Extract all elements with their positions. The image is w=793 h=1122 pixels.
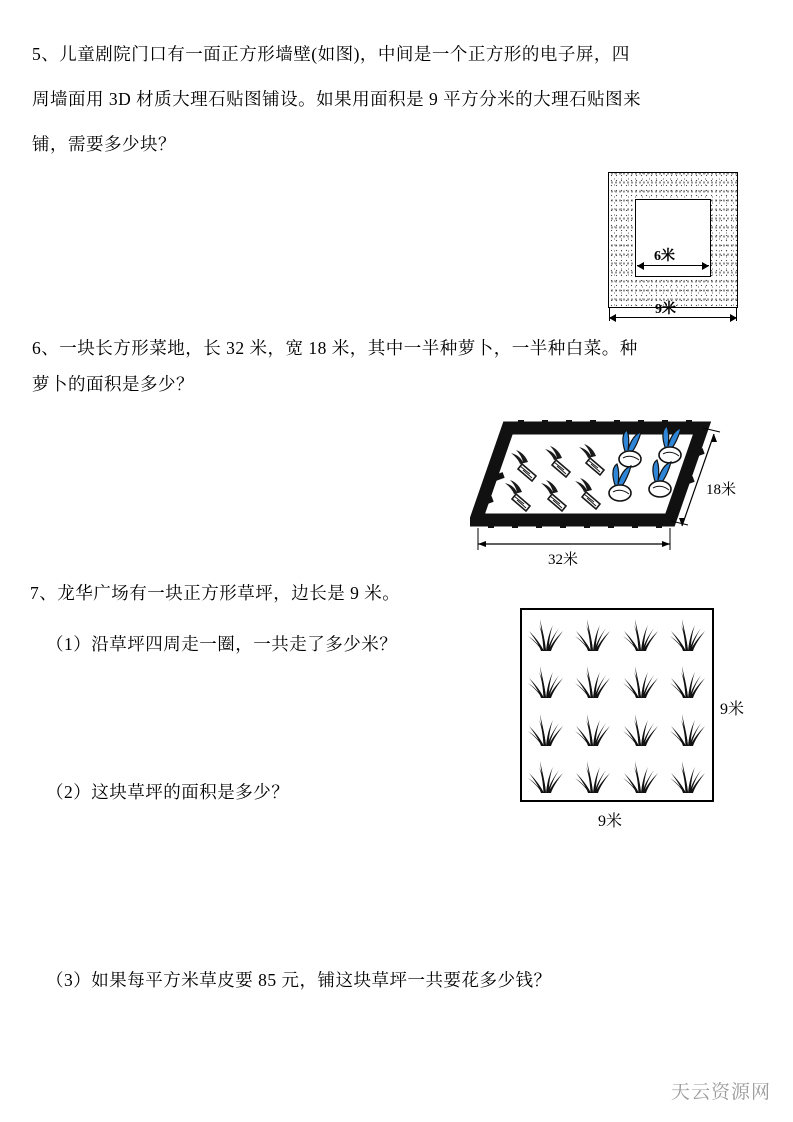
- lawn-right-side-label: 9米: [720, 701, 745, 718]
- grass-tuft-icon: [621, 759, 661, 793]
- grass-tuft-icon: [526, 664, 566, 698]
- vegetable-field-drawing: [470, 420, 740, 580]
- grass-tuft-icon: [621, 617, 661, 651]
- question-5-line-1: 5、儿童剧院门口有一面正方形墙壁(如图)，中间是一个正方形的电子屏，四: [32, 44, 630, 64]
- question-7-text: [30, 578, 530, 608]
- grass-tuft-icon: [668, 617, 708, 651]
- field-width-label: 32米: [548, 552, 579, 568]
- grass-tuft-icon: [668, 664, 708, 698]
- question-7-sub-2: （2）这块草坪的面积是多少？: [46, 782, 290, 802]
- grass-tuft-icon: [526, 759, 566, 793]
- grass-tuft-icon: [621, 664, 661, 698]
- grass-tuft-icon: [573, 712, 613, 746]
- grass-tuft-icon: [573, 617, 613, 651]
- watermark: 天云资源网: [670, 1082, 771, 1103]
- question-6-line-1: 6、一块长方形菜地，长 32 米，宽 18 米，其中一半种萝卜，一半种白菜。种: [32, 338, 638, 358]
- figure-square-wall: [608, 172, 742, 317]
- grass-tuft-icon: [668, 712, 708, 746]
- lawn-bottom-side-label: 9米: [598, 813, 623, 830]
- outer-dimension-label: 9米: [655, 302, 676, 317]
- lawn-grass-grid: [522, 610, 712, 800]
- grass-tuft-icon: [573, 664, 613, 698]
- field-height-label: 18米: [706, 482, 737, 498]
- grass-tuft-icon: [621, 712, 661, 746]
- question-7-line-1: 7、龙华广场有一块正方形草坪，边长是 9 米。: [30, 583, 401, 603]
- grass-tuft-icon: [526, 712, 566, 746]
- question-6-line-2: 萝卜的面积是多少？: [32, 374, 194, 394]
- inner-dimension-label: 6米: [654, 249, 675, 264]
- question-5-line-2: 周墙面用 3D 材质大理石贴图铺设。如果用面积是 9 平方分米的大理石贴图来: [32, 89, 642, 109]
- question-6-text: [32, 330, 752, 402]
- grass-tuft-icon: [526, 617, 566, 651]
- grass-tuft-icon: [668, 759, 708, 793]
- grass-tuft-icon: [573, 759, 613, 793]
- question-7-sub-3: （3）如果每平方米草皮要 85 元，铺这块草坪一共要花多少钱？: [46, 970, 552, 990]
- figure-vegetable-field: [470, 420, 740, 580]
- question-5-line-3: 铺，需要多少块？: [32, 134, 176, 154]
- figure-square-lawn: [520, 608, 750, 838]
- question-5-text: [32, 32, 752, 167]
- inner-dimension-arrow: [637, 265, 709, 266]
- question-7-sub-1: （1）沿草坪四周走一圈，一共走了多少米？: [46, 634, 398, 654]
